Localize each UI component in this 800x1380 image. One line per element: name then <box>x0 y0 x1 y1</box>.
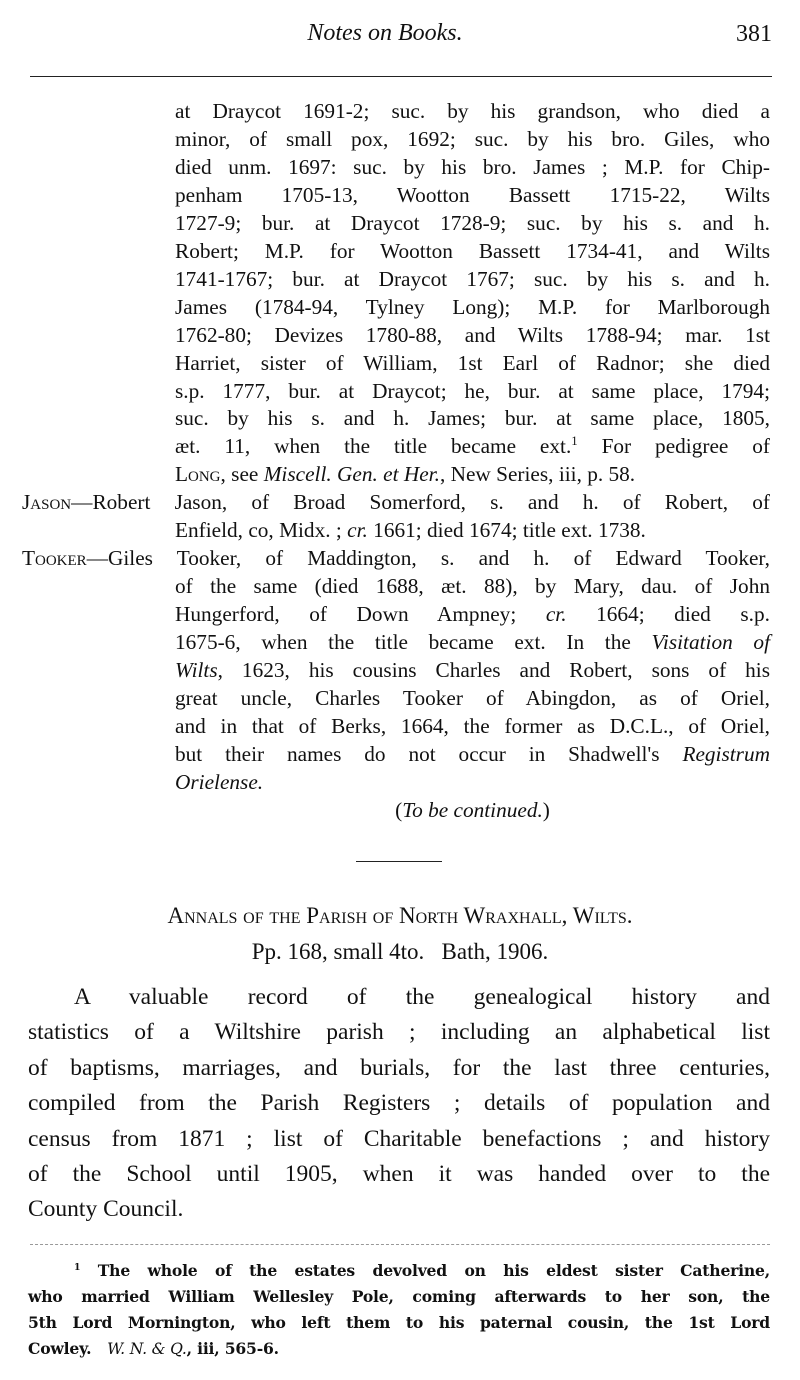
text-run: of baptisms, marriages, and burials, for the last three centuries, <box>28 1054 770 1081</box>
italic-text: Miscell. Gen. et Her. <box>263 462 440 487</box>
text-run: 5th Lord Mornington, who left them to his paternal cousin, the 1st Lord <box>28 1313 770 1332</box>
footnote-rule <box>30 1244 770 1245</box>
text-run: and in that of Berks, 1664, the former as D.C.L., of Oriel, <box>175 713 770 738</box>
italic-text: Visitation of <box>651 630 770 655</box>
text-line <box>175 210 770 238</box>
text-run: ) <box>542 797 550 822</box>
text-run: A valuable record of the genealogical history and <box>74 984 770 1010</box>
text-run: —Robert Jason, of Broad Somerford, s. and h. of Robert, of <box>71 490 770 515</box>
text-line <box>175 433 770 461</box>
small-caps-text: Jason <box>22 490 72 515</box>
section-divider <box>356 861 442 862</box>
text-line <box>175 322 770 350</box>
text-run: , iii, 565-6. <box>186 1339 279 1358</box>
text-run: County Council. <box>28 1196 184 1223</box>
text-line <box>22 545 770 573</box>
italic-text: cr. <box>545 602 567 627</box>
text-run: Harriet, sister of William, 1st Earl of Radnor; she died <box>175 350 770 375</box>
text-line <box>175 629 770 657</box>
paragraph-line <box>28 1086 770 1121</box>
text-run: Robert; M.P. for Wootton Bassett 1734-41, and Wilts <box>175 238 770 263</box>
text-line <box>175 517 770 545</box>
text-run: at Draycot 1691-2; suc. by his grandson, who died a <box>175 99 770 123</box>
text-run: , New Series, iii, p. 58. <box>439 462 636 487</box>
text-line <box>175 769 770 797</box>
text-run: who married William Wellesley Pole, coming afterwards to her son, the <box>28 1287 770 1306</box>
footnote-marker: 1 <box>571 434 578 449</box>
text-run: census from 1871 ; list of Charitable benefactions ; and history <box>28 1125 770 1152</box>
review-paragraph <box>28 980 770 1228</box>
text-run: 1741-1767; bur. at Draycot 1767; suc. by his s. and h. <box>175 266 770 291</box>
text-line <box>22 489 770 517</box>
text-run: s.p. 1777, bur. at Draycot; he, bur. at same place, 1794; <box>175 378 770 403</box>
text-line <box>175 154 770 182</box>
paragraph-line <box>28 1015 770 1050</box>
text-run: died unm. 1697: suc. by his bro. James ; M.P. for Chip- <box>175 154 770 179</box>
text-line <box>175 657 770 685</box>
text-run: For pedigree of <box>577 434 770 459</box>
italic-text: Orielense. <box>175 769 264 794</box>
text-line <box>175 797 770 825</box>
italic-text: cr. <box>347 518 368 543</box>
running-title: Notes on Books. <box>307 20 463 46</box>
small-caps-text: Long <box>175 462 221 487</box>
text-run: 1661; died 1674; title ext. 1738. <box>367 518 646 543</box>
text-run: The whole of the estates devolved on his eldest sister Catherine, <box>80 1261 770 1280</box>
footnote-line <box>28 1284 770 1310</box>
text-line <box>175 713 770 741</box>
page-number: 381 <box>736 21 772 47</box>
text-run: 1675-6, when the title became ext. In the <box>175 630 652 655</box>
footnote-line <box>74 1258 770 1284</box>
text-run: Cowley. <box>28 1339 108 1358</box>
text-run: 1664; died s.p. <box>566 602 770 627</box>
text-line <box>175 378 770 406</box>
footnote-marker: 1 <box>74 1261 81 1273</box>
continued-section <box>22 98 770 825</box>
text-run: compiled from the Parish Registers ; details of population and <box>28 1090 770 1117</box>
italic-text: Wilts <box>175 658 218 683</box>
text-run: but their names do not occur in Shadwell's <box>175 741 683 766</box>
text-line <box>175 461 770 489</box>
footnote-line <box>28 1336 770 1362</box>
text-line <box>175 126 770 154</box>
text-run: 1762-80; Devizes 1780-88, and Wilts 1788-94; mar. 1st <box>175 322 770 347</box>
text-line <box>175 182 770 210</box>
text-line <box>175 741 770 769</box>
text-line <box>175 350 770 378</box>
text-run: minor, of small pox, 1692; suc. by his bro. Giles, who <box>175 126 770 151</box>
text-line <box>175 601 770 629</box>
header-rule <box>30 76 772 77</box>
small-caps-text: Tooker <box>22 546 87 571</box>
text-line <box>175 294 770 322</box>
text-line <box>175 685 770 713</box>
text-run: ( <box>395 797 403 822</box>
paragraph-line <box>74 980 770 1015</box>
text-run: of the School until 1905, when it was handed over to the <box>28 1161 770 1188</box>
footnote-line <box>28 1310 770 1336</box>
paragraph-line <box>28 1157 770 1192</box>
italic-text: W. N. & Q. <box>107 1340 187 1358</box>
footnote <box>28 1258 770 1362</box>
text-line <box>175 266 770 294</box>
text-run: Enfield, co, Midx. ; <box>175 518 348 543</box>
review-heading <box>0 898 800 970</box>
text-run: —Giles Tooker, of Maddington, s. and h. of Edward Tooker, <box>86 546 770 571</box>
text-run: statistics of a Wiltshire parish ; including an alphabetical list <box>28 1019 770 1046</box>
review-subtitle: Pp. 168, small 4to. Bath, 1906. <box>251 939 549 964</box>
text-line <box>175 573 770 601</box>
text-run: , 1623, his cousins Charles and Robert, sons of his <box>217 658 770 683</box>
text-line <box>175 238 770 266</box>
text-run: great uncle, Charles Tooker of Abingdon, as of Oriel, <box>175 686 770 711</box>
text-run: æt. 11, when the title became ext. <box>175 434 572 459</box>
text-line <box>175 405 770 433</box>
text-run: 1727-9; bur. at Draycot 1728-9; suc. by his s. and h. <box>175 210 770 235</box>
text-run: Hungerford, of Down Ampney; <box>175 602 546 627</box>
paragraph-line <box>28 1192 770 1227</box>
text-line <box>175 98 770 126</box>
paragraph-line <box>28 1122 770 1157</box>
text-run: suc. by his s. and h. James; bur. at same place, 1805, <box>175 406 770 431</box>
text-run: , see <box>220 462 264 487</box>
text-run: of the same (died 1688, æt. 88), by Mary, dau. of John <box>175 574 770 599</box>
italic-text: To be continued. <box>402 797 543 822</box>
italic-text: Registrum <box>682 741 770 766</box>
text-run: penham 1705-13, Wootton Bassett 1715-22, Wilts <box>175 182 770 207</box>
paragraph-line <box>28 1051 770 1086</box>
text-run: James (1784-94, Tylney Long); M.P. for Marlborough <box>175 294 770 319</box>
review-title: Annals of the Parish of North Wraxhall, Wilts. <box>167 903 633 928</box>
